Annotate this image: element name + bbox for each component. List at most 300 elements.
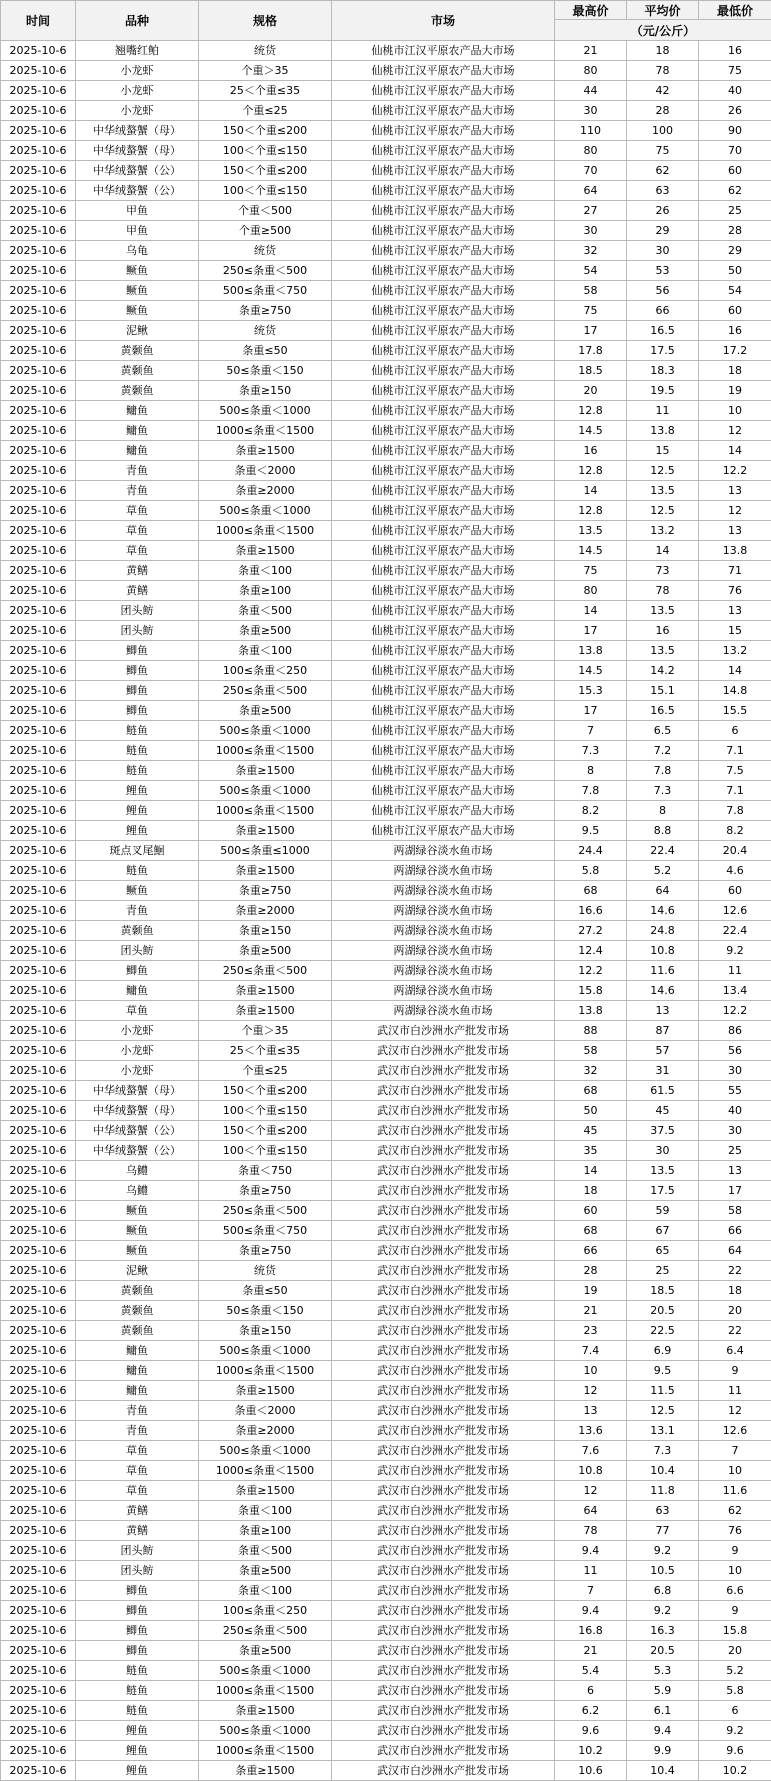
- cell-market: 仙桃市江汉平原农产品大市场: [332, 161, 555, 181]
- cell-max-price: 12.4: [555, 941, 627, 961]
- cell-market: 武汉市白沙洲水产批发市场: [332, 1201, 555, 1221]
- cell-avg-price: 30: [627, 241, 699, 261]
- cell-min-price: 9.2: [699, 1721, 771, 1741]
- cell-variety: 鲫鱼: [76, 1641, 199, 1661]
- cell-variety: 黄颡鱼: [76, 381, 199, 401]
- cell-market: 武汉市白沙洲水产批发市场: [332, 1561, 555, 1581]
- cell-max-price: 13.8: [555, 641, 627, 661]
- cell-avg-price: 10.5: [627, 1561, 699, 1581]
- cell-avg-price: 7.3: [627, 781, 699, 801]
- cell-avg-price: 12.5: [627, 461, 699, 481]
- table-row: [1, 521, 771, 541]
- cell-spec: 25＜个重≤35: [199, 81, 332, 101]
- table-row: [1, 1741, 771, 1761]
- cell-max-price: 23: [555, 1321, 627, 1341]
- cell-variety: 鲤鱼: [76, 1741, 199, 1761]
- cell-max-price: 10: [555, 1361, 627, 1381]
- cell-max-price: 17: [555, 621, 627, 641]
- cell-date: 2025-10-6: [1, 381, 76, 401]
- cell-variety: 小龙虾: [76, 101, 199, 121]
- table-row: [1, 101, 771, 121]
- table-row: [1, 1261, 771, 1281]
- cell-market: 武汉市白沙洲水产批发市场: [332, 1221, 555, 1241]
- cell-variety: 黄颡鱼: [76, 921, 199, 941]
- cell-variety: 草鱼: [76, 541, 199, 561]
- cell-avg-price: 56: [627, 281, 699, 301]
- cell-min-price: 29: [699, 241, 771, 261]
- cell-spec: 500≤条重＜1000: [199, 721, 332, 741]
- cell-max-price: 7.6: [555, 1441, 627, 1461]
- cell-max-price: 35: [555, 1141, 627, 1161]
- cell-variety: 鲫鱼: [76, 641, 199, 661]
- cell-market: 武汉市白沙洲水产批发市场: [332, 1461, 555, 1481]
- cell-date: 2025-10-6: [1, 541, 76, 561]
- cell-spec: 条重≥500: [199, 1561, 332, 1581]
- cell-min-price: 5.2: [699, 1661, 771, 1681]
- cell-avg-price: 18: [627, 41, 699, 61]
- table-row: [1, 1301, 771, 1321]
- cell-spec: 100≤条重＜250: [199, 1601, 332, 1621]
- cell-avg-price: 13.2: [627, 521, 699, 541]
- table-row: [1, 1281, 771, 1301]
- cell-max-price: 17.8: [555, 341, 627, 361]
- cell-variety: 中华绒螯蟹（母）: [76, 1081, 199, 1101]
- cell-min-price: 12.2: [699, 461, 771, 481]
- table-row: [1, 621, 771, 641]
- cell-min-price: 11: [699, 961, 771, 981]
- cell-variety: 鲫鱼: [76, 1581, 199, 1601]
- cell-variety: 小龙虾: [76, 81, 199, 101]
- cell-date: 2025-10-6: [1, 901, 76, 921]
- table-row: [1, 421, 771, 441]
- cell-min-price: 70: [699, 141, 771, 161]
- cell-max-price: 68: [555, 881, 627, 901]
- cell-spec: 条重≥1500: [199, 1481, 332, 1501]
- cell-date: 2025-10-6: [1, 301, 76, 321]
- cell-market: 武汉市白沙洲水产批发市场: [332, 1721, 555, 1741]
- cell-min-price: 12.2: [699, 1001, 771, 1021]
- cell-market: 武汉市白沙洲水产批发市场: [332, 1761, 555, 1781]
- cell-min-price: 20.4: [699, 841, 771, 861]
- cell-variety: 鲤鱼: [76, 1761, 199, 1781]
- table-row: [1, 1001, 771, 1021]
- cell-spec: 150＜个重≤200: [199, 1081, 332, 1101]
- cell-min-price: 13: [699, 601, 771, 621]
- cell-variety: 斑点叉尾鮰: [76, 841, 199, 861]
- cell-date: 2025-10-6: [1, 1001, 76, 1021]
- cell-min-price: 18: [699, 1281, 771, 1301]
- cell-variety: 草鱼: [76, 501, 199, 521]
- cell-avg-price: 45: [627, 1101, 699, 1121]
- table-row: [1, 1701, 771, 1721]
- cell-min-price: 16: [699, 321, 771, 341]
- cell-max-price: 14: [555, 1161, 627, 1181]
- cell-variety: 鲤鱼: [76, 1721, 199, 1741]
- cell-market: 仙桃市江汉平原农产品大市场: [332, 701, 555, 721]
- cell-variety: 中华绒螯蟹（公）: [76, 161, 199, 181]
- cell-date: 2025-10-6: [1, 61, 76, 81]
- cell-date: 2025-10-6: [1, 101, 76, 121]
- cell-spec: 100＜个重≤150: [199, 1101, 332, 1121]
- cell-market: 仙桃市江汉平原农产品大市场: [332, 401, 555, 421]
- cell-spec: 条重≥500: [199, 1641, 332, 1661]
- cell-avg-price: 6.8: [627, 1581, 699, 1601]
- cell-date: 2025-10-6: [1, 481, 76, 501]
- cell-variety: 草鱼: [76, 1461, 199, 1481]
- cell-variety: 鳙鱼: [76, 401, 199, 421]
- table-row: [1, 1381, 771, 1401]
- table-row: [1, 461, 771, 481]
- cell-spec: 条重≤50: [199, 1281, 332, 1301]
- cell-market: 仙桃市江汉平原农产品大市场: [332, 801, 555, 821]
- cell-variety: 鳙鱼: [76, 981, 199, 1001]
- cell-spec: 500≤条重＜1000: [199, 781, 332, 801]
- cell-variety: 鲫鱼: [76, 681, 199, 701]
- cell-market: 仙桃市江汉平原农产品大市场: [332, 181, 555, 201]
- cell-variety: 鲫鱼: [76, 661, 199, 681]
- cell-date: 2025-10-6: [1, 521, 76, 541]
- cell-avg-price: 42: [627, 81, 699, 101]
- cell-spec: 条重≥1500: [199, 441, 332, 461]
- cell-date: 2025-10-6: [1, 1701, 76, 1721]
- cell-avg-price: 28: [627, 101, 699, 121]
- cell-min-price: 9: [699, 1541, 771, 1561]
- table-row: [1, 1601, 771, 1621]
- cell-min-price: 66: [699, 1221, 771, 1241]
- table-row: [1, 1521, 771, 1541]
- cell-date: 2025-10-6: [1, 961, 76, 981]
- cell-min-price: 13: [699, 481, 771, 501]
- cell-min-price: 28: [699, 221, 771, 241]
- cell-market: 仙桃市江汉平原农产品大市场: [332, 661, 555, 681]
- table-row: [1, 1421, 771, 1441]
- cell-min-price: 12: [699, 501, 771, 521]
- cell-spec: 100＜个重≤150: [199, 1141, 332, 1161]
- cell-spec: 条重＜2000: [199, 1401, 332, 1421]
- cell-date: 2025-10-6: [1, 1201, 76, 1221]
- table-row: [1, 1561, 771, 1581]
- cell-avg-price: 16: [627, 621, 699, 641]
- cell-variety: 小龙虾: [76, 61, 199, 81]
- cell-date: 2025-10-6: [1, 341, 76, 361]
- cell-max-price: 75: [555, 561, 627, 581]
- cell-min-price: 7.8: [699, 801, 771, 821]
- cell-max-price: 70: [555, 161, 627, 181]
- table-row: [1, 541, 771, 561]
- cell-min-price: 71: [699, 561, 771, 581]
- cell-max-price: 14: [555, 481, 627, 501]
- cell-market: 武汉市白沙洲水产批发市场: [332, 1741, 555, 1761]
- cell-avg-price: 9.2: [627, 1541, 699, 1561]
- cell-max-price: 68: [555, 1081, 627, 1101]
- cell-variety: 草鱼: [76, 1001, 199, 1021]
- cell-date: 2025-10-6: [1, 721, 76, 741]
- cell-spec: 条重≥500: [199, 941, 332, 961]
- cell-market: 武汉市白沙洲水产批发市场: [332, 1421, 555, 1441]
- cell-market: 武汉市白沙洲水产批发市场: [332, 1141, 555, 1161]
- cell-variety: 黄颡鱼: [76, 1301, 199, 1321]
- table-row: [1, 1081, 771, 1101]
- cell-min-price: 7.1: [699, 741, 771, 761]
- cell-avg-price: 65: [627, 1241, 699, 1261]
- cell-variety: 黄颡鱼: [76, 361, 199, 381]
- table-row: [1, 301, 771, 321]
- cell-avg-price: 67: [627, 1221, 699, 1241]
- cell-max-price: 14.5: [555, 421, 627, 441]
- cell-min-price: 13: [699, 521, 771, 541]
- cell-avg-price: 11.8: [627, 1481, 699, 1501]
- cell-min-price: 86: [699, 1021, 771, 1041]
- cell-spec: 条重≥1500: [199, 1001, 332, 1021]
- table-row: [1, 681, 771, 701]
- cell-variety: 团头鲂: [76, 621, 199, 641]
- cell-min-price: 15.5: [699, 701, 771, 721]
- table-row: [1, 361, 771, 381]
- cell-variety: 青鱼: [76, 901, 199, 921]
- cell-variety: 甲鱼: [76, 221, 199, 241]
- table-row: [1, 81, 771, 101]
- cell-max-price: 9.4: [555, 1541, 627, 1561]
- cell-max-price: 13.8: [555, 1001, 627, 1021]
- cell-variety: 团头鲂: [76, 1541, 199, 1561]
- cell-variety: 中华绒螯蟹（母）: [76, 121, 199, 141]
- cell-market: 仙桃市江汉平原农产品大市场: [332, 641, 555, 661]
- cell-avg-price: 73: [627, 561, 699, 581]
- cell-date: 2025-10-6: [1, 561, 76, 581]
- cell-market: 武汉市白沙洲水产批发市场: [332, 1301, 555, 1321]
- cell-min-price: 13: [699, 1161, 771, 1181]
- table-row: [1, 1461, 771, 1481]
- table-row: [1, 1061, 771, 1081]
- cell-variety: 泥鳅: [76, 321, 199, 341]
- cell-min-price: 54: [699, 281, 771, 301]
- cell-min-price: 7: [699, 1441, 771, 1461]
- cell-date: 2025-10-6: [1, 601, 76, 621]
- cell-date: 2025-10-6: [1, 1741, 76, 1761]
- cell-variety: 团头鲂: [76, 941, 199, 961]
- cell-min-price: 9.2: [699, 941, 771, 961]
- cell-date: 2025-10-6: [1, 781, 76, 801]
- cell-variety: 鲤鱼: [76, 781, 199, 801]
- cell-spec: 条重≥100: [199, 1521, 332, 1541]
- cell-max-price: 17: [555, 321, 627, 341]
- table-row: [1, 1121, 771, 1141]
- cell-max-price: 14.5: [555, 661, 627, 681]
- cell-min-price: 11.6: [699, 1481, 771, 1501]
- cell-date: 2025-10-6: [1, 1261, 76, 1281]
- cell-min-price: 14: [699, 661, 771, 681]
- cell-market: 仙桃市江汉平原农产品大市场: [332, 241, 555, 261]
- cell-min-price: 90: [699, 121, 771, 141]
- cell-max-price: 16.8: [555, 1621, 627, 1641]
- cell-min-price: 10: [699, 401, 771, 421]
- cell-min-price: 14.8: [699, 681, 771, 701]
- cell-min-price: 20: [699, 1641, 771, 1661]
- cell-avg-price: 87: [627, 1021, 699, 1041]
- cell-date: 2025-10-6: [1, 1301, 76, 1321]
- cell-spec: 500≤条重＜1000: [199, 501, 332, 521]
- cell-market: 武汉市白沙洲水产批发市场: [332, 1241, 555, 1261]
- cell-market: 仙桃市江汉平原农产品大市场: [332, 821, 555, 841]
- table-row: [1, 1721, 771, 1741]
- cell-spec: 条重＜100: [199, 1581, 332, 1601]
- cell-avg-price: 12.5: [627, 1401, 699, 1421]
- cell-min-price: 20: [699, 1301, 771, 1321]
- cell-max-price: 50: [555, 1101, 627, 1121]
- table-row: [1, 241, 771, 261]
- table-row: [1, 921, 771, 941]
- cell-min-price: 64: [699, 1241, 771, 1261]
- cell-min-price: 17.2: [699, 341, 771, 361]
- cell-market: 武汉市白沙洲水产批发市场: [332, 1341, 555, 1361]
- cell-avg-price: 15: [627, 441, 699, 461]
- cell-min-price: 10: [699, 1461, 771, 1481]
- cell-spec: 100≤条重＜250: [199, 661, 332, 681]
- table-row: [1, 281, 771, 301]
- cell-date: 2025-10-6: [1, 81, 76, 101]
- cell-spec: 500≤条重＜1000: [199, 1721, 332, 1741]
- cell-variety: 鳜鱼: [76, 301, 199, 321]
- cell-market: 仙桃市江汉平原农产品大市场: [332, 581, 555, 601]
- cell-market: 武汉市白沙洲水产批发市场: [332, 1281, 555, 1301]
- table-row: [1, 1161, 771, 1181]
- cell-spec: 50≤条重＜150: [199, 1301, 332, 1321]
- cell-max-price: 45: [555, 1121, 627, 1141]
- cell-max-price: 7.4: [555, 1341, 627, 1361]
- cell-spec: 1000≤条重＜1500: [199, 421, 332, 441]
- table-row: [1, 1101, 771, 1121]
- cell-min-price: 9: [699, 1601, 771, 1621]
- cell-avg-price: 13.5: [627, 1161, 699, 1181]
- header-min-price: 最低价: [699, 1, 771, 20]
- cell-variety: 草鱼: [76, 1481, 199, 1501]
- cell-max-price: 6: [555, 1681, 627, 1701]
- cell-spec: 500≤条重＜1000: [199, 1441, 332, 1461]
- cell-avg-price: 8: [627, 801, 699, 821]
- cell-avg-price: 64: [627, 881, 699, 901]
- table-row: [1, 221, 771, 241]
- cell-avg-price: 17.5: [627, 341, 699, 361]
- cell-avg-price: 13.1: [627, 1421, 699, 1441]
- cell-avg-price: 37.5: [627, 1121, 699, 1141]
- cell-variety: 黄颡鱼: [76, 341, 199, 361]
- cell-market: 武汉市白沙洲水产批发市场: [332, 1441, 555, 1461]
- cell-spec: 个重≤25: [199, 1061, 332, 1081]
- table-row: [1, 661, 771, 681]
- table-row: [1, 1481, 771, 1501]
- cell-min-price: 15: [699, 621, 771, 641]
- cell-spec: 个重≥500: [199, 221, 332, 241]
- cell-avg-price: 63: [627, 1501, 699, 1521]
- cell-variety: 中华绒螯蟹（公）: [76, 1141, 199, 1161]
- cell-date: 2025-10-6: [1, 1041, 76, 1061]
- cell-date: 2025-10-6: [1, 181, 76, 201]
- cell-spec: 1000≤条重＜1500: [199, 741, 332, 761]
- cell-spec: 150＜个重≤200: [199, 121, 332, 141]
- cell-max-price: 8.2: [555, 801, 627, 821]
- header-market: 市场: [332, 1, 555, 41]
- cell-market: 武汉市白沙洲水产批发市场: [332, 1361, 555, 1381]
- cell-min-price: 26: [699, 101, 771, 121]
- cell-date: 2025-10-6: [1, 361, 76, 381]
- cell-variety: 鳙鱼: [76, 421, 199, 441]
- cell-min-price: 4.6: [699, 861, 771, 881]
- cell-variety: 鲢鱼: [76, 1701, 199, 1721]
- cell-min-price: 5.8: [699, 1681, 771, 1701]
- cell-avg-price: 9.9: [627, 1741, 699, 1761]
- cell-date: 2025-10-6: [1, 121, 76, 141]
- cell-date: 2025-10-6: [1, 1521, 76, 1541]
- cell-max-price: 7.3: [555, 741, 627, 761]
- cell-max-price: 13.6: [555, 1421, 627, 1441]
- cell-spec: 250≤条重＜500: [199, 961, 332, 981]
- cell-variety: 黄鳝: [76, 1501, 199, 1521]
- table-row: [1, 1021, 771, 1041]
- table-row: [1, 1041, 771, 1061]
- cell-spec: 条重≥150: [199, 381, 332, 401]
- cell-market: 武汉市白沙洲水产批发市场: [332, 1701, 555, 1721]
- cell-variety: 小龙虾: [76, 1061, 199, 1081]
- cell-spec: 条重≥100: [199, 581, 332, 601]
- cell-date: 2025-10-6: [1, 1221, 76, 1241]
- cell-market: 仙桃市江汉平原农产品大市场: [332, 301, 555, 321]
- cell-spec: 条重≥150: [199, 1321, 332, 1341]
- cell-market: 仙桃市江汉平原农产品大市场: [332, 461, 555, 481]
- cell-avg-price: 78: [627, 581, 699, 601]
- cell-min-price: 16: [699, 41, 771, 61]
- cell-market: 武汉市白沙洲水产批发市场: [332, 1661, 555, 1681]
- cell-spec: 50≤条重＜150: [199, 361, 332, 381]
- table-row: [1, 821, 771, 841]
- cell-min-price: 76: [699, 1521, 771, 1541]
- cell-date: 2025-10-6: [1, 141, 76, 161]
- cell-market: 武汉市白沙洲水产批发市场: [332, 1081, 555, 1101]
- cell-date: 2025-10-6: [1, 641, 76, 661]
- cell-max-price: 110: [555, 121, 627, 141]
- table-row: [1, 961, 771, 981]
- cell-date: 2025-10-6: [1, 1421, 76, 1441]
- cell-date: 2025-10-6: [1, 621, 76, 641]
- cell-date: 2025-10-6: [1, 261, 76, 281]
- cell-max-price: 14.5: [555, 541, 627, 561]
- cell-variety: 中华绒螯蟹（母）: [76, 1101, 199, 1121]
- cell-market: 武汉市白沙洲水产批发市场: [332, 1481, 555, 1501]
- cell-max-price: 12.8: [555, 501, 627, 521]
- cell-min-price: 75: [699, 61, 771, 81]
- header-date: 时间: [1, 1, 76, 41]
- cell-date: 2025-10-6: [1, 1381, 76, 1401]
- cell-spec: 条重≥750: [199, 1181, 332, 1201]
- cell-date: 2025-10-6: [1, 1441, 76, 1461]
- table-row: [1, 121, 771, 141]
- cell-market: 仙桃市江汉平原农产品大市场: [332, 601, 555, 621]
- table-row: [1, 1501, 771, 1521]
- table-row: [1, 41, 771, 61]
- cell-market: 仙桃市江汉平原农产品大市场: [332, 61, 555, 81]
- table-row: [1, 341, 771, 361]
- table-row: [1, 1181, 771, 1201]
- cell-date: 2025-10-6: [1, 881, 76, 901]
- cell-date: 2025-10-6: [1, 1481, 76, 1501]
- cell-spec: 条重≥150: [199, 921, 332, 941]
- table-row: [1, 1641, 771, 1661]
- cell-avg-price: 13.5: [627, 601, 699, 621]
- cell-min-price: 12.6: [699, 1421, 771, 1441]
- cell-max-price: 54: [555, 261, 627, 281]
- cell-spec: 条重≥1500: [199, 761, 332, 781]
- cell-market: 两湖绿谷淡水鱼市场: [332, 961, 555, 981]
- cell-market: 仙桃市江汉平原农产品大市场: [332, 281, 555, 301]
